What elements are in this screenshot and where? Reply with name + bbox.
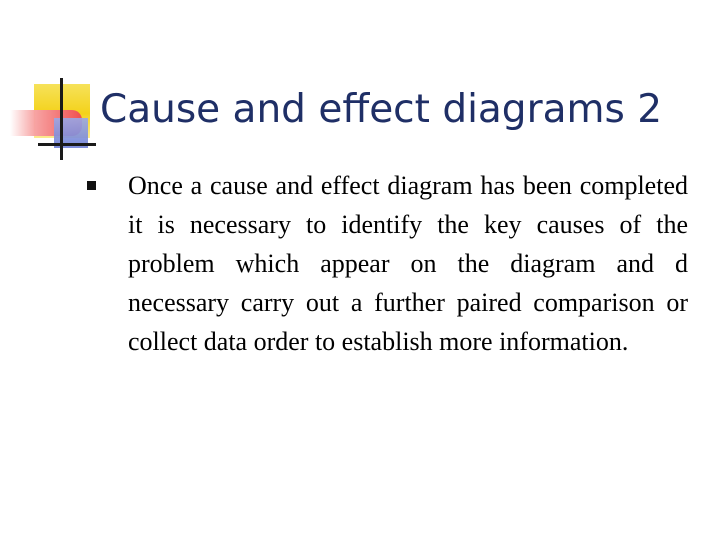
template-logo [0, 0, 110, 170]
bullet-text: Once a cause and effect diagram has been completed it is necessary to identify the key causes of the problem which appear on the diagram and d necessary carry out a further paired comparison or collect data order to establish more information. [128, 171, 688, 356]
slide-title: Cause and effect diagrams 2 [100, 87, 663, 132]
logo-vertical-line [60, 78, 63, 160]
square-bullet-icon [87, 181, 96, 190]
logo-horizontal-line [38, 143, 96, 146]
